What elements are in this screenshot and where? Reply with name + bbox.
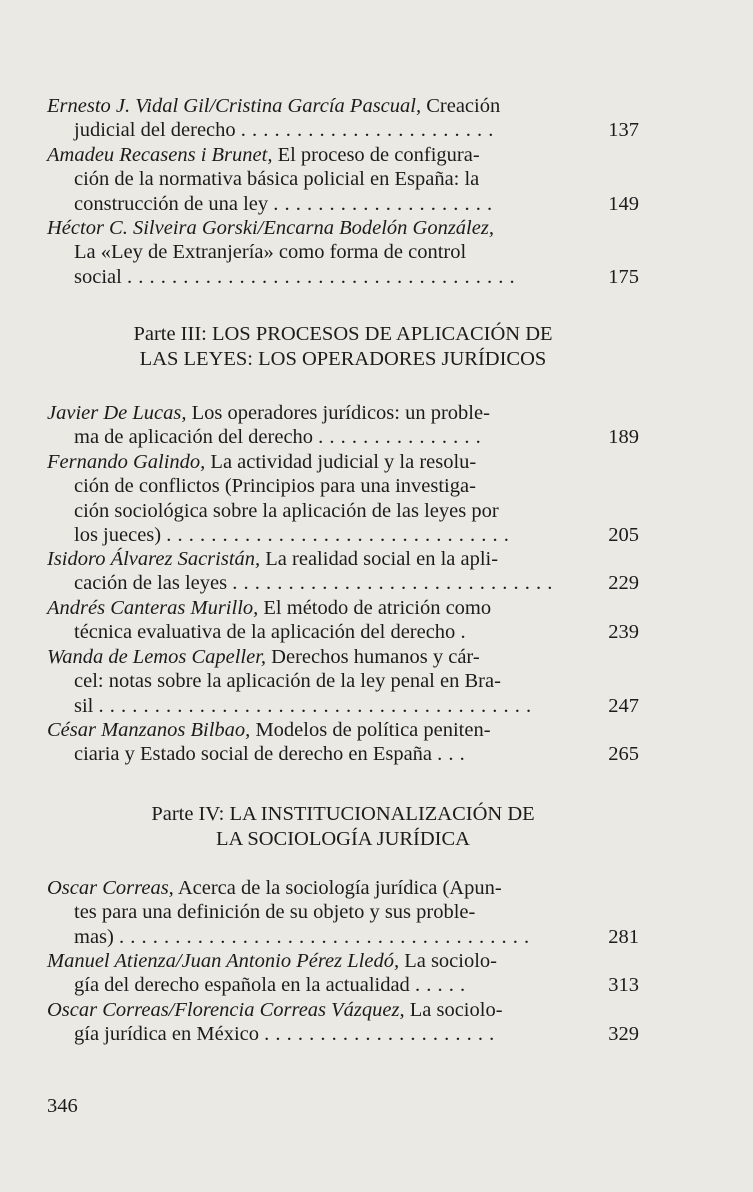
entry-title-line: judicial del derecho: [74, 119, 236, 142]
section-heading-line: Parte IV: LA INSTITUCIONALIZACIÓN DE: [151, 803, 535, 825]
toc-entry: [47, 949, 639, 998]
entry-page-number: 229: [608, 572, 639, 595]
dot-leader: . . . . . . . . . . . . . . . . . . . . . . .: [240, 119, 494, 142]
toc-entry: [47, 401, 639, 450]
entry-title-line: Acerca de la sociología jurídica (Apun-: [177, 877, 502, 899]
section-heading: [47, 802, 639, 852]
entry-title-line: La realidad social en la apli-: [265, 548, 499, 570]
entry-page-number: 205: [608, 524, 639, 547]
toc-entry: [47, 596, 639, 645]
page-number: 346: [47, 1095, 78, 1117]
entry-page-number: 329: [608, 1023, 639, 1046]
dot-leader: . . . . . . . . . . . . . . . . . . . . . . . . . . . . .: [232, 572, 553, 595]
entry-page-number: 265: [608, 743, 639, 766]
entry-author: Javier De Lucas,: [47, 402, 187, 424]
entry-page-number: 137: [608, 119, 639, 142]
dot-leader: . . . . . . . . . . . . . . . . . . . . .: [264, 1023, 495, 1046]
entry-title-line: mas): [74, 925, 114, 948]
toc-entry: [47, 876, 639, 949]
section-heading-line: Parte III: LOS PROCESOS DE APLICACIÓN DE: [133, 323, 553, 345]
toc-entry: [47, 216, 639, 289]
entry-author: César Manzanos Bilbao,: [47, 719, 251, 741]
entry-author: Fernando Galindo,: [47, 451, 206, 473]
entry-author: Manuel Atienza/Juan Antonio Pérez Lledó,: [47, 950, 400, 972]
entry-title-line: El método de atrición como: [263, 597, 492, 619]
entry-title-line: tes para una definición de su objeto y sus proble-: [74, 901, 476, 924]
entry-title-line: Los operadores jurídicos: un proble-: [191, 402, 490, 424]
entry-page-number: 247: [608, 694, 639, 717]
entry-page-number: 175: [608, 265, 639, 288]
entry-title-line: sil: [74, 694, 94, 717]
entry-title-line: Derechos humanos y cár-: [271, 646, 480, 668]
dot-leader: .: [460, 621, 467, 644]
entry-author: Oscar Correas/Florencia Correas Vázquez,: [47, 999, 405, 1021]
section-heading-line: LAS LEYES: LOS OPERADORES JURÍDICOS: [139, 348, 547, 370]
toc-entry: [47, 94, 639, 143]
entry-title-line: los jueces): [74, 524, 162, 547]
entry-title-line: ción de la normativa básica policial en España: la: [74, 168, 480, 191]
section-heading: [47, 322, 639, 372]
entry-title-line: social: [74, 265, 122, 288]
toc-entry: [47, 143, 639, 216]
entry-title-line: gía del derecho española en la actualidad: [74, 974, 410, 997]
entry-title-line: El proceso de configura-: [277, 144, 480, 166]
toc-entry: [47, 718, 639, 767]
toc-entry: [47, 450, 639, 548]
entry-title-line: cación de las leyes: [74, 572, 228, 595]
entry-title-line: La actividad judicial y la resolu-: [210, 451, 477, 473]
toc-entry: [47, 998, 639, 1047]
entry-title-line: cel: notas sobre la aplicación de la ley penal en Bra-: [74, 670, 501, 693]
entry-page-number: 189: [608, 426, 639, 449]
dot-leader: . . . . . . . . . . . . . . . . . . . .: [273, 192, 493, 215]
entry-title-line: ciaria y Estado social de derecho en España: [74, 743, 433, 766]
entry-title-line: La sociolo-: [404, 950, 497, 972]
entry-title-line: La sociolo-: [409, 999, 503, 1021]
entry-author: Andrés Canteras Murillo,: [47, 597, 259, 619]
entry-title-line: construcción de una ley: [74, 192, 269, 215]
entry-title-line: Modelos de política peniten-: [255, 719, 491, 741]
toc-entry: [47, 547, 639, 596]
entry-author: Isidoro Álvarez Sacristán,: [47, 548, 261, 570]
entry-title-line: ción sociológica sobre la aplicación de las leyes por: [74, 499, 499, 522]
entry-page-number: 149: [608, 192, 639, 215]
entry-title-line: La «Ley de Extranjería» como forma de control: [74, 241, 467, 264]
dot-leader: . . . . . . . . . . . . . . .: [318, 426, 482, 449]
dot-leader: . . . . . . . . . . . . . . . . . . . . . . . . . . . . . . . . . . .: [126, 265, 516, 288]
entry-title-line: Creación: [426, 95, 501, 117]
toc-entry: [47, 645, 639, 718]
entry-author: Oscar Correas,: [47, 877, 174, 899]
dot-leader: . . . . . . . . . . . . . . . . . . . . . . . . . . . . . . . . . . . . . . .: [98, 694, 532, 717]
dot-leader: . . . . . . . . . . . . . . . . . . . . . . . . . . . . . . . . . . . . .: [118, 925, 530, 948]
dot-leader: . . .: [437, 743, 466, 766]
entry-author: Ernesto J. Vidal Gil/Cristina García Pascual,: [47, 95, 422, 117]
dot-leader: . . . . . . . . . . . . . . . . . . . . . . . . . . . . . . .: [166, 524, 510, 547]
entry-author: Amadeu Recasens i Brunet,: [47, 144, 273, 166]
entry-page-number: 281: [608, 925, 639, 948]
entry-page-number: 239: [608, 621, 639, 644]
entry-title-line: gía jurídica en México: [74, 1023, 260, 1046]
dot-leader: . . . . .: [414, 974, 466, 997]
entry-page-number: 313: [608, 974, 639, 997]
entry-title-line: ción de conflictos (Principios para una investiga-: [74, 475, 476, 498]
entry-author: Héctor C. Silveira Gorski/Encarna Bodelón González,: [47, 217, 494, 239]
section-heading-line: LA SOCIOLOGÍA JURÍDICA: [216, 828, 470, 850]
entry-title-line: ma de aplicación del derecho: [74, 426, 314, 449]
entry-author: Wanda de Lemos Capeller,: [47, 646, 267, 668]
entry-title-line: técnica evaluativa de la aplicación del derecho: [74, 621, 456, 644]
